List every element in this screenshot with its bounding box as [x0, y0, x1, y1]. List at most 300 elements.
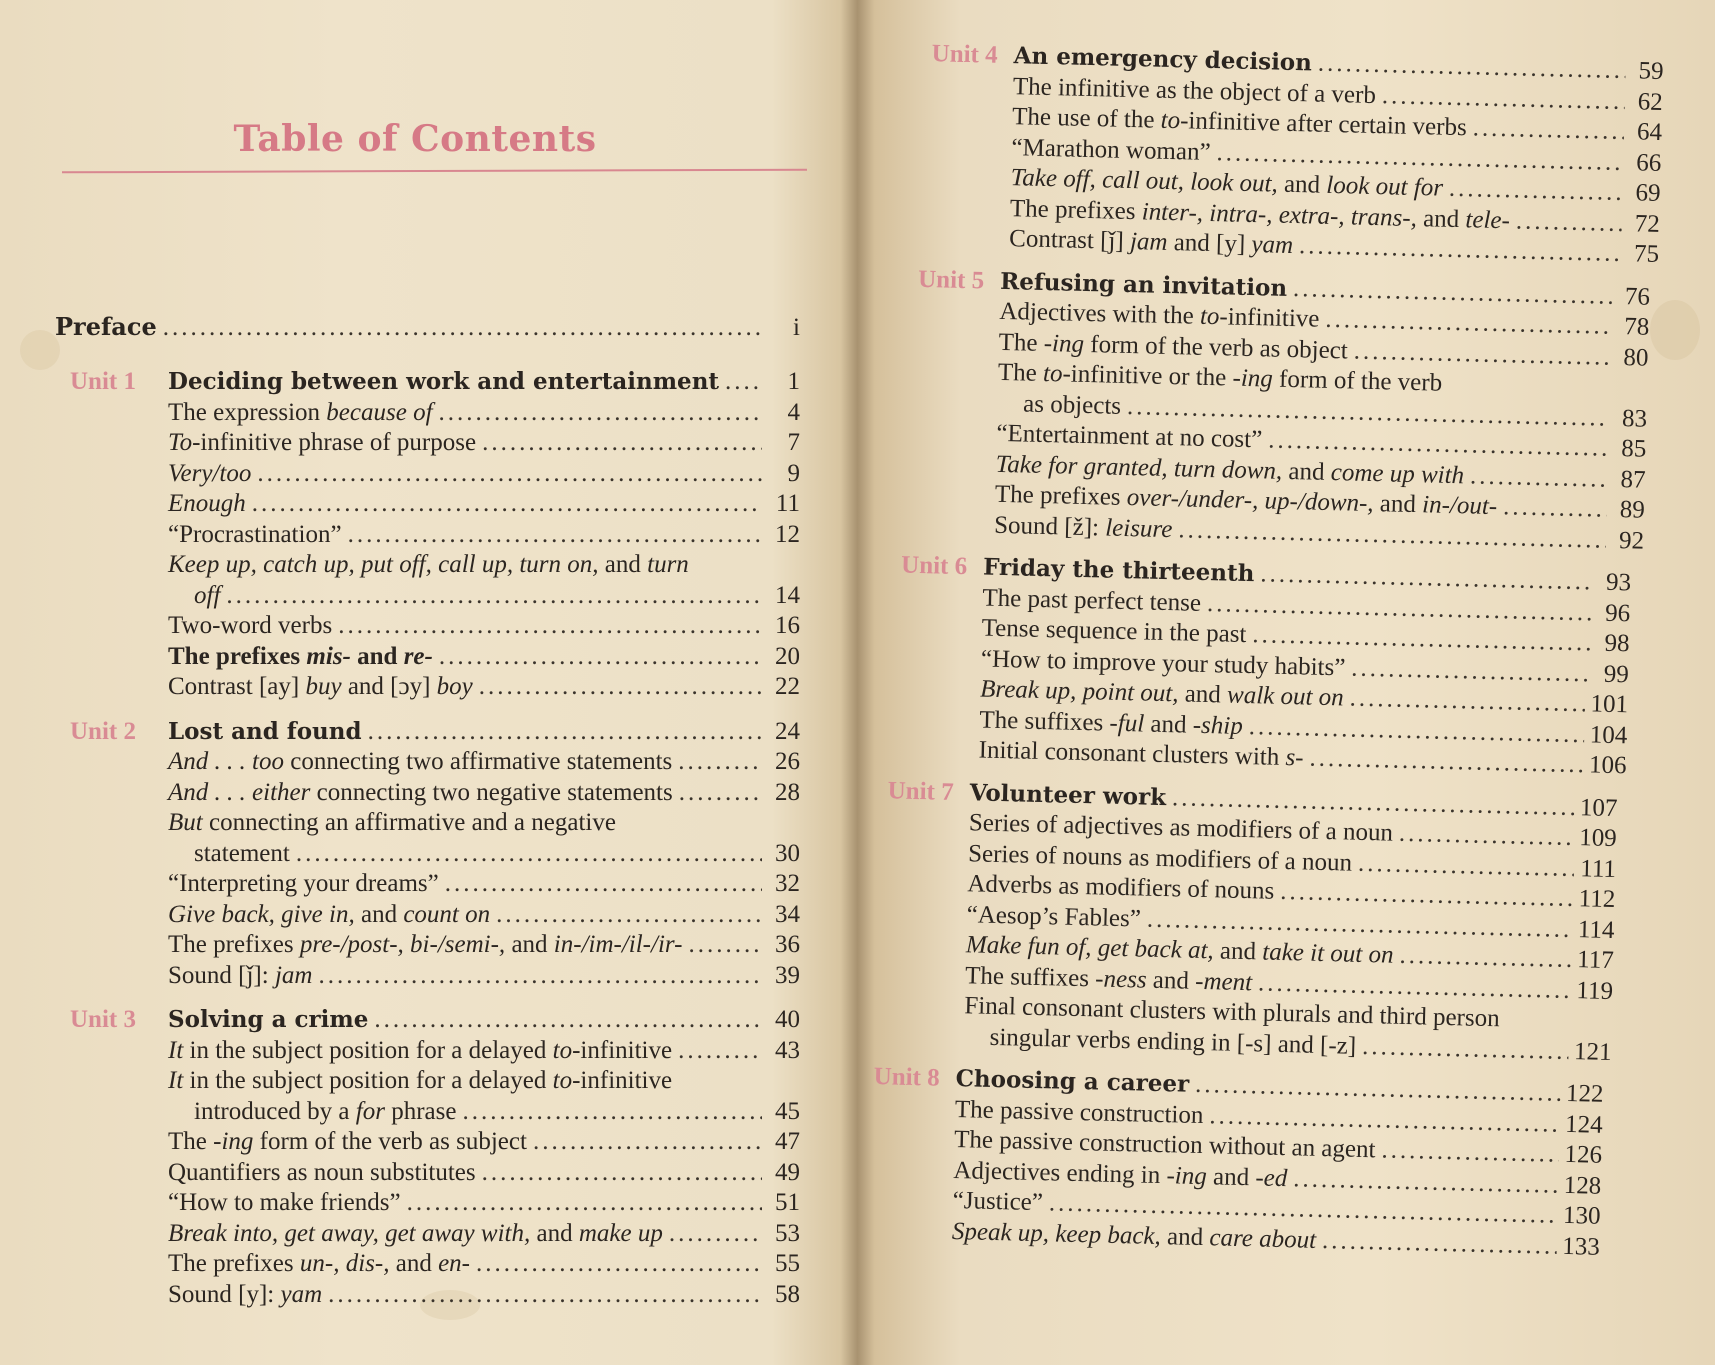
entry-text-part: to [552, 1036, 573, 1064]
page-number: 49 [775, 1158, 800, 1186]
dot-leader [1470, 462, 1608, 493]
entry-text [168, 399, 433, 427]
entry-text-part: Adjectives ending in [953, 1156, 1167, 1189]
entry-text [967, 870, 1274, 905]
entry-text-part: inter-, intra-, extra-, trans-, [1141, 197, 1418, 232]
dot-leader [318, 962, 762, 990]
entry-text-part: Tense sequence in the past [981, 614, 1247, 648]
entry-text-part: -infinitive [572, 1067, 673, 1094]
dot-leader [479, 673, 762, 701]
dot-leader [252, 490, 762, 518]
dot-leader [688, 931, 762, 959]
toc-entry [168, 748, 800, 776]
page-number: 93 [1605, 568, 1632, 597]
entry-text-part: Deciding between work and entertainment [168, 368, 720, 395]
page-number: 11 [775, 490, 800, 517]
entry-text-part: Sound [ž]: [993, 511, 1106, 542]
entry-text-part: -ful [1109, 709, 1145, 738]
dot-leader [296, 840, 762, 868]
page-number: 89 [1619, 496, 1646, 524]
dot-leader [1472, 114, 1624, 146]
page-number: 106 [1588, 751, 1627, 780]
entry-text-part: Adjectives with the [999, 297, 1201, 330]
page-number: 55 [775, 1250, 800, 1277]
toc-entry [168, 551, 800, 579]
entry-text-part: singular verbs ending in [-s] and [-z] [989, 1023, 1357, 1060]
entry-text [994, 511, 1173, 543]
dot-leader [328, 1281, 762, 1309]
page-number: 14 [775, 581, 800, 609]
entry-text [1011, 134, 1211, 167]
entry-text-part: care about [1209, 1223, 1317, 1254]
entry-text-part: -infinitive or the [1062, 360, 1233, 392]
entry-text [955, 1065, 1189, 1098]
entry-text-part: make up [578, 1219, 663, 1247]
entry-text-part: Take off, call out, look out, [1010, 164, 1279, 198]
dot-leader [1358, 849, 1575, 882]
entry-text-part: “Marathon woman” [1011, 133, 1211, 166]
page-number: 112 [1578, 885, 1616, 914]
page-number: 39 [775, 961, 800, 989]
entry-text-part: Speak up, keep back, [951, 1217, 1162, 1250]
entry-text-part: Contrast [ǰ] [1008, 225, 1131, 256]
page-number: 28 [775, 778, 800, 806]
entry-text-part: “How to make friends” [168, 1189, 401, 1216]
entry-text-part: and [389, 1250, 439, 1277]
entry-text-part: jam [1129, 228, 1168, 256]
toc-entry [168, 399, 800, 427]
entry-text-part: as objects [1022, 389, 1122, 420]
entry-text-part: Preface [55, 312, 157, 341]
page-number: 78 [1623, 313, 1650, 341]
entry-text-part: phrase [384, 1097, 457, 1125]
toc-entry [194, 1098, 800, 1126]
entry-text-part: and [1143, 710, 1194, 739]
entry-text [965, 962, 1253, 997]
entry-text-part: -ing [1232, 364, 1274, 393]
toc-entry [168, 962, 800, 990]
dot-leader [1399, 942, 1571, 974]
toc-entry [168, 1037, 800, 1065]
left-page [0, 0, 830, 1365]
entry-text-part: connecting two affirmative statements [283, 748, 673, 775]
toc-entry [168, 673, 800, 701]
dot-leader [163, 314, 762, 342]
entry-text-part: because of [326, 398, 433, 426]
entry-text-part: to [1199, 302, 1220, 331]
entry-text-part: take it out on [1261, 938, 1394, 969]
entry-text-part: The passive construction without an agent [953, 1126, 1376, 1164]
entry-text [1000, 267, 1288, 301]
dot-leader [678, 1037, 762, 1065]
entry-text [989, 1023, 1356, 1060]
entry-text-part: and [1146, 966, 1196, 995]
entry-text-part: To [168, 429, 193, 456]
entry-text-part: and [ɔy] [341, 673, 437, 700]
toc-entry [168, 643, 800, 671]
page-number: 9 [787, 459, 800, 487]
entry-text [168, 551, 689, 579]
entry-text-part: -ing [1166, 1161, 1208, 1190]
entry-text [168, 809, 616, 837]
entry-text-part: -ness [1094, 964, 1147, 994]
entry-text [983, 554, 1255, 588]
toc-entry [168, 1281, 800, 1309]
entry-text-part: Contrast [ay] [168, 673, 306, 700]
entry-text [1009, 225, 1294, 260]
entry-text [168, 460, 251, 488]
entry-text-part: Series of nouns as modifiers of a noun [967, 839, 1353, 877]
page-number: i [793, 314, 800, 341]
dot-leader [368, 718, 762, 746]
entry-text [966, 901, 1141, 933]
entry-text-part: boy [436, 673, 473, 700]
entry-text-part: But [168, 809, 203, 836]
entry-text-part: pre-/post-, bi-/semi-, [299, 931, 506, 958]
entry-text-part: Friday the thirteenth [982, 553, 1255, 588]
entry-text-part: and [1206, 1162, 1256, 1191]
entry-text-part: The prefixes [168, 931, 300, 958]
entry-text-part: The passive construction [954, 1095, 1204, 1129]
unit-label: Unit 3 [70, 1006, 136, 1033]
dot-leader [1322, 1227, 1557, 1261]
dot-leader [476, 1250, 762, 1278]
page-number: 75 [1633, 240, 1660, 268]
dot-leader [1318, 50, 1626, 86]
entry-text [55, 312, 157, 341]
page-number: 117 [1576, 946, 1615, 975]
unit-heading [168, 368, 800, 396]
page-number: 59 [1638, 57, 1664, 86]
entry-text-part: The prefixes [994, 480, 1128, 512]
dot-leader [1293, 1165, 1558, 1199]
entry-text [1013, 42, 1312, 76]
entry-text-part: Enough [168, 490, 246, 517]
page-number: 114 [1577, 915, 1615, 944]
dot-leader [482, 429, 762, 457]
dot-leader [1516, 207, 1623, 238]
dot-leader [439, 399, 762, 427]
entry-text-part: -infinitive [572, 1036, 673, 1064]
entry-text-part: The suffixes [964, 961, 1096, 992]
entry-text-part: connecting an affirmative and a negative [202, 809, 616, 836]
entry-text [981, 615, 1246, 649]
dot-leader [533, 1128, 762, 1156]
entry-text-part: tele- [1465, 205, 1511, 234]
entry-text-part: and [1373, 490, 1423, 519]
entry-text [953, 1157, 1288, 1193]
entry-text-part: and [1213, 937, 1263, 966]
entry-text-part: and [1277, 170, 1327, 199]
entry-text [1023, 390, 1122, 420]
dot-leader [678, 748, 762, 776]
page-number: 133 [1561, 1232, 1601, 1261]
dot-leader [1399, 820, 1574, 852]
entry-text-part: buy [305, 673, 342, 700]
dot-leader [439, 643, 762, 671]
entry-text [168, 931, 682, 959]
toc-entry [168, 901, 800, 929]
unit-label: Unit 6 [900, 551, 968, 581]
entry-text-part: The suffixes [979, 706, 1110, 737]
page-number: 1 [787, 368, 800, 395]
entry-text-part: -ing [1043, 329, 1085, 358]
entry-text [969, 779, 1166, 811]
entry-text-part: The prefixes [168, 642, 307, 670]
toc-entry [168, 1220, 800, 1248]
page-number: 64 [1636, 118, 1663, 146]
entry-text-part: in the subject position for a delayed [183, 1036, 553, 1064]
page-title: Table of Contents [233, 118, 597, 160]
entry-text-part: The [997, 358, 1044, 387]
entry-text-part: -infinitive phrase of purpose [192, 429, 477, 456]
unit-heading [168, 718, 800, 746]
page-number: 36 [775, 931, 800, 958]
entry-text-part: Choosing a career [955, 1065, 1190, 1098]
entry-text-part: And . . . too [168, 748, 284, 775]
entry-text [168, 870, 439, 898]
toc-entry [168, 429, 800, 457]
entry-text-part: Break into, get away, get away with, [168, 1219, 531, 1247]
page-number: 16 [775, 612, 800, 639]
page-number: 30 [775, 839, 800, 867]
entry-text [168, 1159, 476, 1187]
entry-text [168, 1189, 401, 1217]
dot-leader [1503, 493, 1607, 524]
entry-text-part: Refusing an invitation [999, 267, 1288, 302]
entry-text [168, 748, 672, 776]
entry-text-part: re- [403, 642, 433, 670]
page-number: 47 [775, 1128, 800, 1155]
dot-leader [1299, 232, 1622, 268]
entry-text [168, 779, 673, 807]
entry-text [168, 1037, 672, 1065]
page-number: 51 [775, 1189, 800, 1216]
entry-text-part: and [350, 642, 404, 670]
entry-text-part: “Aesop’s Fables” [966, 900, 1142, 933]
entry-text [168, 490, 246, 518]
entry-text-part: in-/out- [1421, 491, 1498, 521]
entry-text-part: connecting two negative statements [310, 778, 673, 806]
entry-text-part: Two-word verbs [168, 612, 333, 639]
entry-text-part: and [505, 931, 554, 958]
page-number: 20 [775, 642, 800, 670]
page-number: 87 [1620, 465, 1646, 494]
entry-text-part: form of the verb as subject [253, 1128, 527, 1155]
entry-text-part: form of the verb [1272, 365, 1443, 397]
page-number: 104 [1589, 720, 1628, 749]
page-number: 4 [787, 398, 800, 426]
entry-text-part: Make fun of, get back at, [965, 931, 1215, 965]
entry-text-part: Give back, give in, [168, 900, 355, 928]
entry-text-part: “Entertainment at no cost” [996, 419, 1263, 454]
entry-text-part: statement [194, 839, 290, 867]
dot-leader [338, 612, 762, 640]
toc-entry [168, 612, 800, 640]
entry-text-part: come up with [1330, 458, 1465, 489]
entry-text-part: Lost and found [168, 717, 362, 745]
entry-text-part: and [598, 551, 648, 578]
dot-leader [1449, 175, 1623, 207]
page-number: 22 [775, 673, 800, 700]
entry-text [168, 368, 719, 395]
entry-text [168, 1220, 663, 1248]
entry-text-part: and [1416, 204, 1466, 233]
entry-text-part: count on [403, 900, 491, 928]
entry-text [978, 736, 1304, 772]
entry-text [979, 706, 1243, 740]
page-number: 69 [1635, 179, 1661, 207]
dot-leader [1293, 275, 1613, 311]
entry-text-part: and [1281, 457, 1332, 486]
entry-text [952, 1187, 1043, 1217]
entry-text-part: The past perfect tense [982, 584, 1202, 617]
entry-text-part: Quantifiers as noun substitutes [168, 1158, 476, 1186]
toc-entry [168, 779, 800, 807]
dot-leader [679, 779, 762, 807]
entry-text [999, 298, 1320, 334]
entry-text-part: in-/im-/il-/ir- [553, 931, 683, 958]
page-number: 111 [1580, 854, 1617, 883]
page-number: 72 [1634, 209, 1661, 238]
dot-leader [462, 1098, 762, 1126]
page-number: 62 [1637, 87, 1664, 116]
entry-text [168, 1006, 368, 1033]
right-page [812, 0, 1715, 1365]
entry-text-part: Take for granted, turn down, [995, 450, 1283, 485]
unit-label: Unit 2 [70, 717, 136, 745]
page-number: 130 [1562, 1201, 1601, 1230]
entry-text-part: The infinitive as the object of a verb [1012, 72, 1377, 109]
entry-text-part: mis- [306, 642, 351, 670]
dot-leader [496, 901, 762, 929]
entry-text [168, 1250, 470, 1278]
page-number: 80 [1623, 343, 1649, 372]
entry-text-part: Very/too [168, 459, 252, 487]
entry-text-part: The expression [168, 398, 327, 426]
dot-leader [1382, 82, 1626, 116]
page-number: 76 [1624, 282, 1651, 311]
toc-entry [194, 840, 800, 868]
entry-text-part: Series of adjectives as modifiers of a noun [968, 809, 1394, 847]
entry-text-part: un-, dis-, [299, 1250, 390, 1277]
entry-text-part: and [354, 900, 404, 928]
dot-leader [407, 1189, 762, 1217]
page-number: 99 [1603, 660, 1630, 688]
dot-leader [348, 521, 762, 549]
entry-text [168, 612, 332, 640]
entry-text [168, 1128, 527, 1156]
entry-text-part: over-/under-, up-/down-, [1126, 484, 1374, 518]
entry-text-part: -infinitive after certain verbs [1179, 107, 1468, 142]
page-number: 92 [1618, 526, 1645, 555]
dot-leader [1309, 745, 1583, 780]
page-number: 45 [775, 1097, 800, 1125]
entry-text-part: “Justice” [952, 1186, 1044, 1217]
page-number: 7 [787, 429, 800, 456]
entry-text-part: yam [1251, 231, 1294, 260]
dot-leader [482, 1159, 762, 1187]
entry-text-part: -ment [1194, 967, 1253, 996]
entry-text-part: look out for [1326, 171, 1444, 202]
entry-text-part: -ing [213, 1128, 254, 1155]
dot-leader [226, 582, 762, 610]
entry-text-part: Initial consonant clusters with [978, 736, 1286, 771]
entry-text [194, 582, 220, 610]
entry-text-part: -ed [1255, 1163, 1288, 1192]
entry-text-part: walk out on [1226, 681, 1345, 712]
entry-text-part: Solving a crime [168, 1006, 369, 1033]
page-number: 32 [775, 870, 800, 897]
entry-text [194, 840, 290, 868]
entry-text-part: An emergency decision [1013, 42, 1313, 77]
entry-text [168, 962, 312, 990]
unit-label: Unit 1 [70, 368, 136, 395]
entry-text-part: The [168, 1128, 214, 1155]
entry-text-part: -infinitive [1219, 303, 1320, 333]
page-number: 124 [1564, 1110, 1604, 1139]
dot-leader [257, 460, 762, 488]
entry-text-part: The prefixes [1009, 194, 1143, 225]
page-number: 43 [775, 1036, 800, 1064]
page-number: 96 [1604, 599, 1631, 627]
unit-label: Unit 5 [917, 265, 985, 294]
unit-label: Unit 4 [931, 40, 999, 69]
page-number: 119 [1576, 976, 1614, 1005]
toc-entry [168, 1250, 800, 1278]
page-number: 53 [775, 1219, 800, 1247]
page-number: 66 [1635, 148, 1662, 177]
preface-entry [55, 312, 800, 342]
entry-text-part: turn [647, 551, 689, 578]
dot-leader [1260, 560, 1593, 596]
page-number: 12 [775, 520, 800, 548]
dot-leader [1381, 1136, 1559, 1168]
dot-leader [1280, 878, 1573, 913]
dot-leader [1349, 685, 1584, 719]
toc-entry [168, 521, 800, 549]
toc-entry [194, 582, 800, 610]
entry-text-part: to [552, 1067, 573, 1094]
entry-text-part: Keep up, catch up, put off, call up, turn on, [168, 551, 599, 578]
entry-text-part: “Procrastination” [168, 520, 342, 548]
toc-entry [168, 1159, 800, 1187]
entry-text-part: jam [274, 961, 313, 989]
dot-leader [1353, 337, 1610, 371]
unit-label: Unit 7 [887, 776, 954, 806]
entry-text-part: “Interpreting your dreams” [168, 870, 439, 897]
toc-entry [168, 460, 800, 488]
unit-heading [168, 1006, 800, 1034]
entry-text-part: to [1042, 359, 1063, 388]
entry-text-part: s- [1285, 743, 1304, 772]
entry-text [168, 429, 476, 457]
toc-entry [168, 490, 800, 518]
dot-leader [1362, 1032, 1569, 1065]
dot-leader [1258, 969, 1571, 1005]
page-number: 122 [1565, 1079, 1604, 1108]
page-number: 109 [1578, 824, 1618, 853]
entry-text [982, 584, 1201, 617]
entry-text-part: It [168, 1067, 184, 1094]
entry-text [996, 420, 1262, 454]
entry-text-part: And . . . either [168, 778, 311, 806]
page-number: 58 [775, 1280, 800, 1308]
page-number: 83 [1621, 404, 1648, 433]
title-rule [62, 169, 807, 174]
entry-text [168, 1281, 322, 1309]
entry-text-part: form of the verb as object [1083, 330, 1349, 364]
